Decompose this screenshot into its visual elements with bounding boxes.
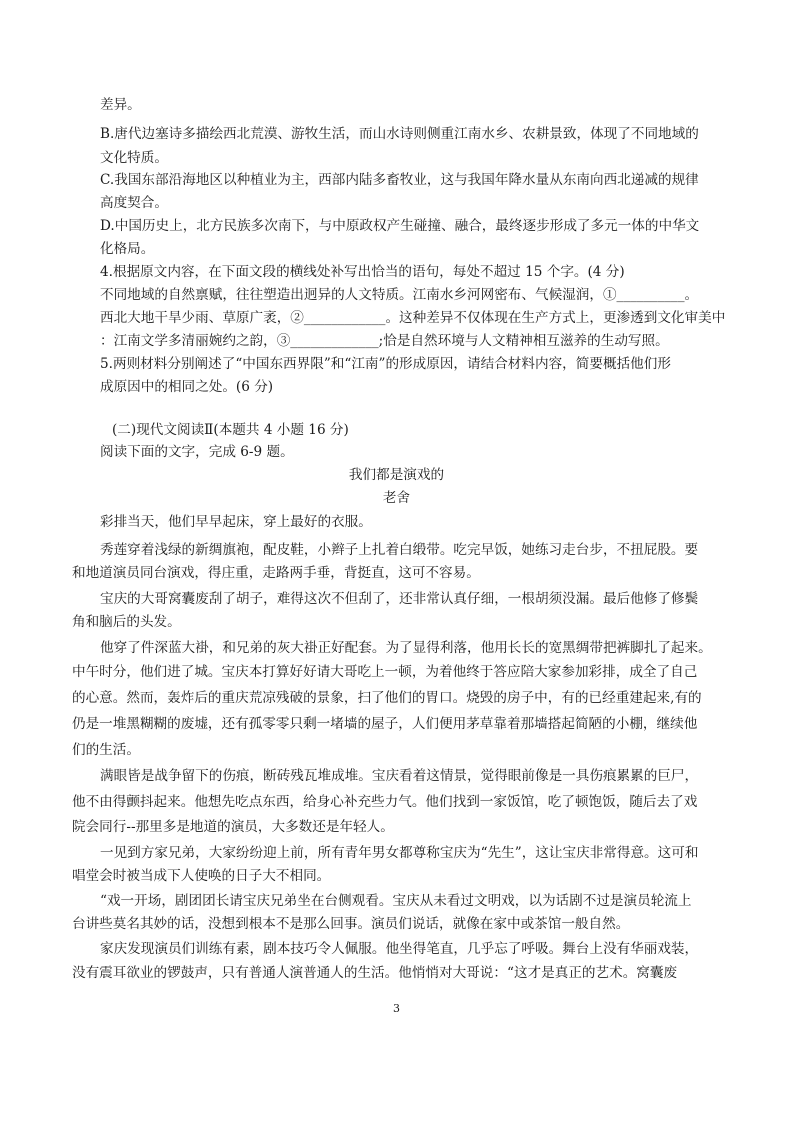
question-4-passage-line-1: 不同地域的自然禀赋，往往塑造出迥异的人文特质。江南水乡河网密布、气候湿润，①__________。 [100,287,699,303]
option-d-line-2: 化格局。 [100,241,155,257]
paragraph-line: 和地道演员同台演戏，得庄重，走路两手垂，背挺直，这可不容易。 [72,565,480,581]
story-title: 我们都是演戏的 [348,467,445,483]
paragraph-line: 彩排当天，他们早早起床，穿上最好的衣服。 [100,514,372,530]
story-author: 老舍 [382,490,411,506]
option-c-line-2: 高度契合。 [100,195,168,211]
paragraph-line: 秀莲穿着浅绿的新绸旗袍，配皮鞋，小辫子上扎着白缎带。吃完早饭，她练习走台步，不扭屁股。要 [100,542,699,558]
question-4: 4.根据原文内容，在下面文段的横线处补写出恰当的语句，每处不超过 15 个字。(4 分) [100,264,625,280]
paragraph-line: 宝庆的大哥窝囊废刮了胡子，难得这次不但刮了，还非常认真仔细，一根胡须没漏。最后他修了修鬓 [100,591,699,607]
paragraph-line: 院会同行--那里多是地道的演员，大多数还是年轻人。 [72,819,394,835]
paragraph-line: 台讲些莫名其妙的话，没想到根本不是那么回事。演员们说话，就像在家中或茶馆一般自然。 [72,916,630,932]
paragraph-line: 家庆发现演员们训练有素，剧本技巧令人佩服。他坐得笔直，几乎忘了呼吸。舞台上没有华丽戏装， [100,941,699,957]
section-heading: (二)现代文阅读Ⅱ(本题共 4 小题 16 分) [112,422,349,438]
question-5-line-2: 成原因中的相同之处。(6 分) [100,379,274,395]
paragraph-line: 仍是一堆黑糊糊的废墟，还有孤零零只剩一堵墙的屋子，人们便用茅草靠着那墙搭起简陋的小棚，继续他 [72,716,698,732]
instructions: 阅读下面的文字，完成 6-9 题。 [100,444,294,460]
option-d-line-1: D.中国历史上，北方民族多次南下，与中原政权产生碰撞、融合，最终逐步形成了多元一体的中华文 [100,218,700,234]
question-4-passage-line-3: ：江南文学多清丽婉约之韵，③_____________;恰是自然环境与人文精神相互滋养的生动写照。 [100,333,669,349]
paragraph-line: 角和脑后的头发。 [72,614,181,630]
paragraph-line: 的心意。然而，轰炸后的重庆荒凉残破的景象，扫了他们的胃口。烧毁的房子中，有的已经重建起来,有的 [72,690,702,706]
question-4-passage-line-2: 西北大地干旱少雨、草原广袤，②____________。这种差异不仅体现在生产方式上，更渗透到文化审美中 [100,310,726,326]
page-number: 3 [393,1002,400,1015]
paragraph-line: 中午时分，他们进了城。宝庆本打算好好请大哥吃上一顿，为着他终于答应陪大家参加彩排，成全了自己 [72,664,698,680]
paragraph-line: 他不由得颤抖起来。他想先吃点东西，给身心补充些力气。他们找到一家饭馆，吃了顿饱饭，随后去了戏 [72,794,698,810]
question-5-line-1: 5.两则材料分别阐述了“中国东西界限”和“江南”的形成原因，请结合材料内容，简要概括他们形 [100,356,671,372]
option-b-line-2: 文化特质。 [100,150,168,166]
text-line: 差异。 [100,97,141,113]
paragraph-line: 唱堂会时被当成下人使唤的日子大不相同。 [72,868,331,884]
paragraph-line: “戏一开场，剧团团长请宝庆兄弟坐在台侧观看。宝庆从未看过文明戏，以为话剧不过是演员轮流上 [100,893,692,909]
paragraph-line: 们的生活。 [72,742,140,758]
paragraph-line: 没有震耳欲业的锣鼓声，只有普通人演普通人的生活。他悄悄对大哥说：“这才是真正的艺术。窝囊废 [72,965,678,981]
paragraph-line: 一见到方家兄弟，大家纷纷迎上前，所有青年男女都尊称宝庆为“先生”，这让宝庆非常得意。这可和 [100,845,699,861]
option-c-line-1: C.我国东部沿海地区以种植业为主，西部内陆多畜牧业，这与我国年降水量从东南向西北递减的规律 [100,172,699,188]
paragraph-line: 满眼皆是战争留下的伤痕，断砖残瓦堆成堆。宝庆看着这情景，觉得眼前像是一具伤痕累累的巨尸， [100,768,699,784]
option-b-line-1: B.唐代边塞诗多描绘西北荒漠、游牧生活，而山水诗则侧重江南水乡、农耕景致，体现了不同地域的 [100,126,699,142]
paragraph-line: 他穿了件深蓝大褂，和兄弟的灰大褂正好配套。为了显得利落，他用长长的宽黑绸带把裤脚扎了起来。 [100,640,712,656]
